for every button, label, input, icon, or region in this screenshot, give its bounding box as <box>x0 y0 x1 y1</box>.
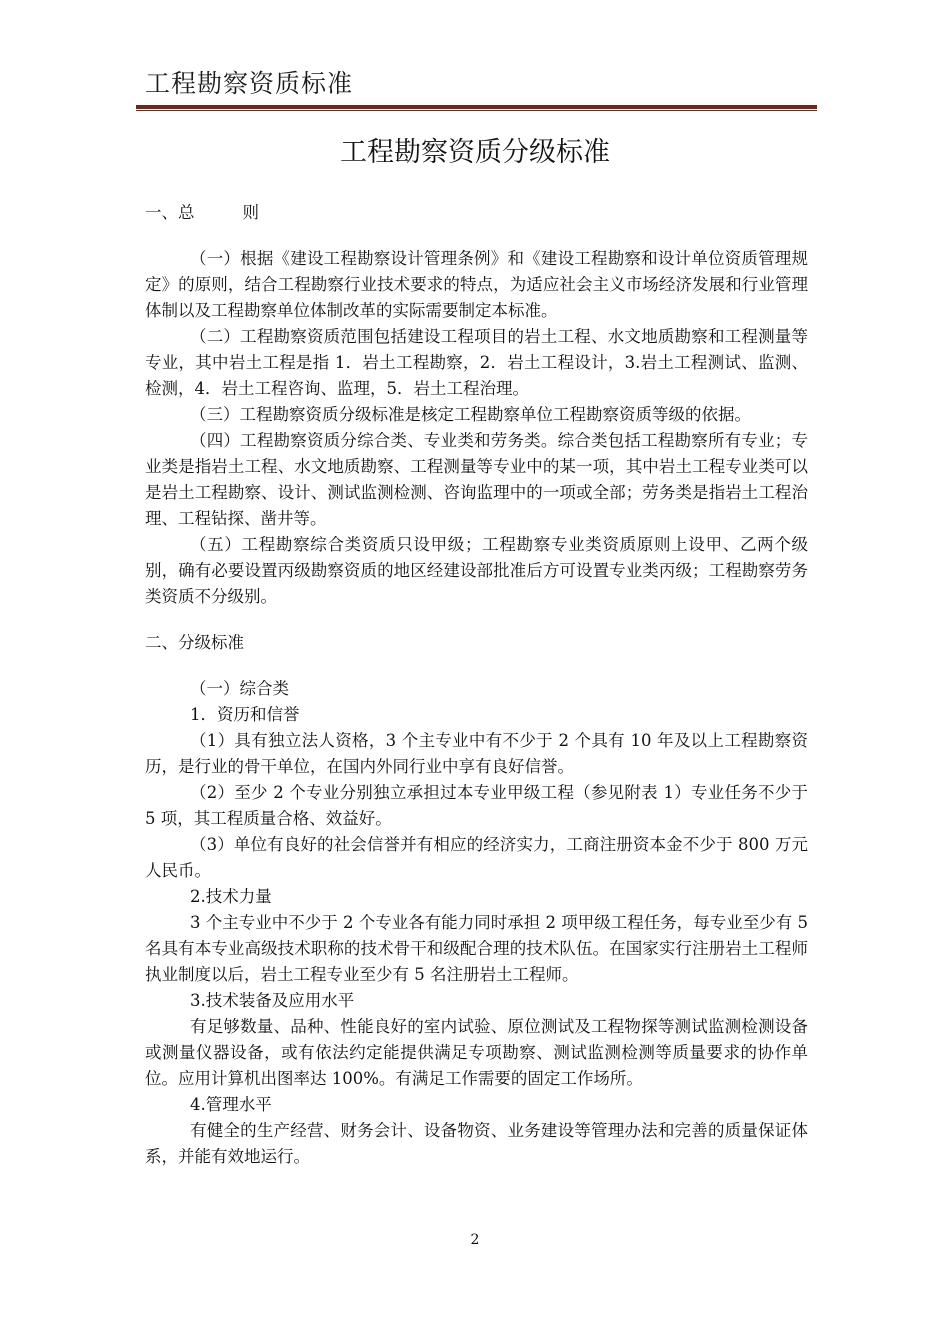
paragraph-technical-strength: 3 个主专业中不少于 2 个专业各有能力同时承担 2 项甲级工程任务，每专业至少有 5 名具有本专业高级技术职称的技术骨干和级配合理的技术队伍。在国家实行注册岩土工程师执业制度以后，岩土工程专业至少有 5 名注册岩土工程师。 <box>145 913 808 984</box>
section-heading-general <box>145 200 808 226</box>
paragraph-qualification-2: （2）至少 2 个专业分别独立承担过本专业甲级工程（参见附表 1）专业任务不少于 5 项，其工程质量合格、效益好。 <box>145 783 808 828</box>
item-heading-equipment: 3.技术装备及应用水平 <box>190 991 355 1010</box>
paragraph-general-3: （三）工程勘察资质分级标准是核定工程勘察单位工程勘察资质等级的依据。 <box>190 405 751 424</box>
subsection-heading-comprehensive: （一）综合类 <box>190 679 289 698</box>
paragraph-qualification-3: （3）单位有良好的社会信誉并有相应的经济实力，工商注册资本金不少于 800 万元人民币。 <box>145 835 808 880</box>
paragraph-qualification-1: （1）具有独立法人资格，3 个主专业中有不少于 2 个具有 10 年及以上工程勘察资历，是行业的骨干单位，在国内外同行业中享有良好信誉。 <box>145 731 808 776</box>
page-number: 2 <box>470 1232 480 1248</box>
header-divider-thin <box>136 110 817 111</box>
item-heading-technical-strength: 2.技术力量 <box>190 887 272 906</box>
item-heading-management: 4.管理水平 <box>190 1095 272 1114</box>
section-heading-general-a: 一、总 <box>145 203 195 222</box>
paragraph-general-2: （二）工程勘察资质范围包括建设工程项目的岩土工程、水文地质勘察和工程测量等专业，其中岩土工程是指 1．岩土工程勘察，2．岩土工程设计，3.岩土工程测试、监测、检测，4．岩土工程咨询、监理，5．岩土工程治理。 <box>145 327 808 398</box>
section-heading-general-b: 则 <box>242 203 259 222</box>
header-divider <box>136 105 817 109</box>
paragraph-general-4: （四）工程勘察资质分综合类、专业类和劳务类。综合类包括工程勘察所有专业；专业类是指岩土工程、水文地质勘察、工程测量等专业中的某一项，其中岩土工程专业类可以是岩土工程勘察、设计、测试监测检测、咨询监理中的一项或全部；劳务类是指岩土工程治理、工程钻探、凿井等。 <box>145 431 808 528</box>
document-title: 工程勘察资质分级标准 <box>340 137 610 168</box>
paragraph-equipment: 有足够数量、品种、性能良好的室内试验、原位测试及工程物探等测试监测检测设备或测量仪器设备，或有依法约定能提供满足专项勘察、测试监测检测等质量要求的协作单位。应用计算机出图率达 100%。有满足工作需要的固定工作场所。 <box>145 1017 808 1088</box>
paragraph-general-5: （五）工程勘察综合类资质只设甲级；工程勘察专业类资质原则上设甲、乙两个级别，确有必要设置丙级勘察资质的地区经建设部批准后方可设置专业类丙级；工程勘察劳务类资质不分级别。 <box>145 535 808 606</box>
section-heading-grading: 二、分级标准 <box>145 633 244 652</box>
paragraph-management: 有健全的生产经营、财务会计、设备物资、业务建设等管理办法和完善的质量保证体系，并能有效地运行。 <box>145 1121 808 1166</box>
header-title: 工程勘察资质标准 <box>145 69 354 98</box>
document-body <box>145 200 808 1170</box>
paragraph-general-1: （一）根据《建设工程勘察设计管理条例》和《建设工程勘察和设计单位资质管理规定》的原则，结合工程勘察行业技术要求的特点，为适应社会主义市场经济发展和行业管理体制以及工程勘察单位体制改革的实际需要制定本标准。 <box>145 249 808 320</box>
item-heading-qualification: 1．资历和信誉 <box>190 705 300 724</box>
